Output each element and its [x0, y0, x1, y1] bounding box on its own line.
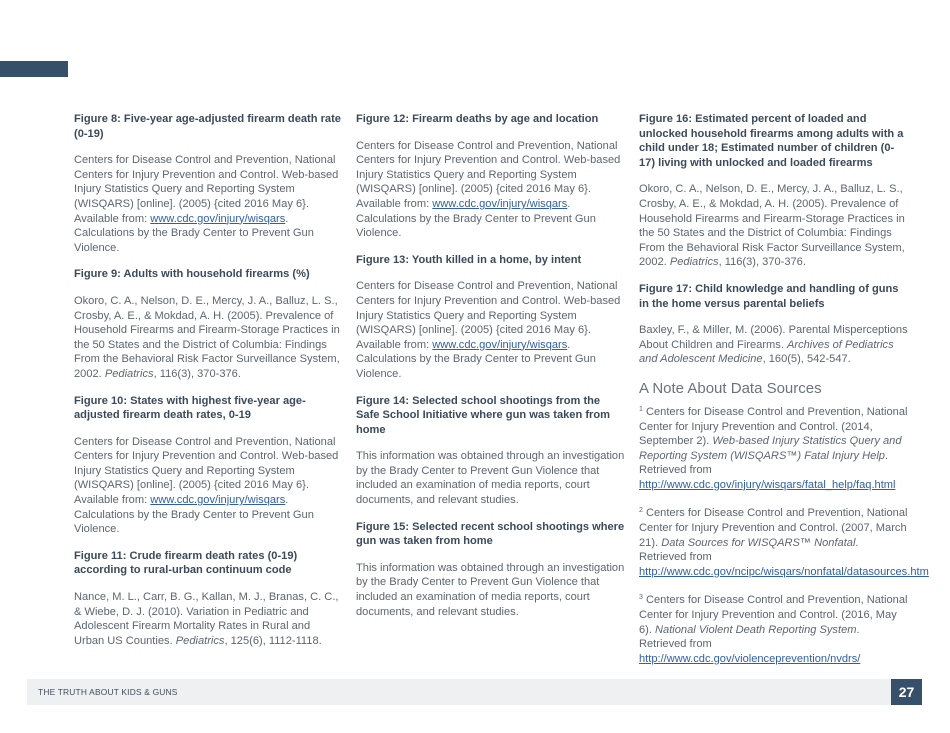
figure-source-entry — [356, 520, 626, 620]
figure-source-entry — [356, 394, 626, 508]
source-link[interactable]: www.cdc.gov/injury/wisqars — [432, 197, 568, 210]
figure-source-entry — [356, 253, 626, 382]
figure-title: Figure 17: Child knowledge and handling of guns in the home versus parental beliefs — [639, 282, 899, 310]
journal-title: Archives of Pediatrics and Adolescent Medicine — [639, 338, 894, 366]
figure-citation — [74, 294, 342, 382]
data-source-note — [639, 403, 909, 493]
citation-text: , 160(5), 542-547. — [762, 353, 851, 366]
source-link[interactable]: www.cdc.gov/injury/wisqars — [150, 212, 286, 225]
figure-source-entry — [639, 282, 909, 367]
citation-text: Centers for Disease Control and Prevention, National Centers for Injury Prevention and Control. Web-based Injury Statistics Query and Reporting System (WISQARS) [online]. (2005) {cited 2016 May 6}. Available from: — [74, 435, 339, 507]
figure-title: Figure 10: States with highest five-year age-adjusted firearm death rates, 0-19 — [74, 394, 306, 422]
figure-citation — [639, 323, 909, 367]
citation-text: Nance, M. L., Carr, B. G., Kallan, M. J., Branas, C. C., & Wiebe, D. J. (2010). Variation in Pediatric and Adolescent Firearm Mortality Rates in Rural and Urban US Counties. — [74, 591, 339, 647]
citation-text: . Retrieved from — [639, 449, 889, 477]
journal-title: Pediatrics — [104, 367, 154, 380]
citation-text: This information was obtained through an investigation by the Brady Center to Prevent Gun Violence that included an examination of media reports, court documents, and relevant studies. — [356, 561, 625, 618]
citation-text: Okoro, C. A., Nelson, D. E., Mercy, J. A., Balluz, L. S., Crosby, A. E., & Mokdad, A. H. (2005). Prevalence of Household Firearms and Firearm-Storage Practices in the 50 States and the District of Columbia: Findings From the Behavioral Risk Factor Surveillance System, 2002. — [74, 294, 340, 380]
source-link[interactable]: http://www.cdc.gov/ncipc/wisqars/nonfatal/datasources.htm — [639, 565, 929, 578]
citation-text: . Retrieved from — [639, 536, 859, 564]
figure-title: Figure 15: Selected recent school shootings where gun was taken from home — [356, 520, 625, 548]
journal-title: Data Sources for WISQARS™ Nonfatal — [661, 536, 856, 549]
column-2 — [356, 112, 626, 631]
figure-title: Figure 11: Crude firearm death rates (0-19) according to rural-urban continuum code — [74, 549, 298, 577]
figure-source-entry — [74, 394, 342, 537]
journal-title: Pediatrics — [175, 634, 225, 647]
figure-title: Figure 12: Firearm deaths by age and location — [356, 113, 599, 125]
journal-title: National Violent Death Reporting System — [655, 623, 857, 636]
journal-title: Pediatrics — [669, 256, 719, 269]
citation-text: . Calculations by the Brady Center to Prevent Gun Violence. — [356, 197, 596, 240]
data-source-note — [639, 591, 909, 666]
citation-text: Centers for Disease Control and Prevention, National Centers for Injury Prevention and Control. Web-based Injury Statistics Query and Reporting System (WISQARS) [online]. (2005) {cited 2016 May 6}. Available from: — [356, 280, 621, 351]
figure-title: Figure 14: Selected school shootings from the Safe School Initiative where gun was taken from home — [356, 394, 610, 436]
citation-text: Centers for Disease Control and Prevention, National Center for Injury Prevention and Control. (2014, September 2). — [639, 405, 908, 448]
figure-citation — [74, 153, 342, 255]
figure-source-entry — [356, 112, 626, 241]
journal-title: Web-based Injury Statistics Query and Reporting System (WISQARS™) Fatal Injury Help — [639, 435, 902, 462]
figure-citation — [639, 182, 909, 270]
source-link[interactable]: http://www.cdc.gov/injury/wisqars/fatal_help/faq.html — [639, 478, 896, 491]
footnote-number: 1 — [639, 405, 643, 413]
footnote-number: 2 — [639, 507, 643, 515]
column-3 — [639, 112, 929, 678]
citation-text: Okoro, C. A., Nelson, D. E., Mercy, J. A., Balluz, L. S., Crosby, A. E., & Mokdad, A. H. (2005). Prevalence of Household Firearms and Firearm-Storage Practices in the 50 States and the District of Columbia: Findings From the Behavioral Risk Factor Surveillance System, 2002. — [639, 183, 905, 269]
citation-text: Centers for Disease Control and Prevention, National Center for Injury Prevention and Control. (2016, May 6). — [639, 594, 908, 636]
source-link[interactable]: http://www.cdc.gov/violenceprevention/nvdrs/ — [639, 652, 861, 665]
figure-title: Figure 16: Estimated percent of loaded and unlocked household firearms among adults with a child under 18; Estimated number of children (0-17) living with unlocked and loaded firearms — [639, 113, 904, 169]
source-link[interactable]: www.cdc.gov/injury/wisqars — [432, 338, 568, 351]
figure-citation — [356, 279, 626, 381]
figure-citation — [356, 561, 626, 619]
citation-text: Centers for Disease Control and Prevention, National Center for Injury Prevention and Control. (2007, March 21). — [639, 507, 908, 549]
citation-text: . Retrieved from — [639, 623, 860, 651]
citation-text: . Calculations by the Brady Center to Prevent Gun Violence. — [74, 212, 314, 254]
page-number: 27 — [891, 679, 922, 705]
data-source-note — [639, 504, 929, 579]
citation-text: , 116(3), 370-376. — [153, 367, 241, 380]
data-sources-heading: A Note About Data Sources — [639, 379, 822, 397]
citation-text: Centers for Disease Control and Prevention, National Centers for Injury Prevention and Control. Web-based Injury Statistics Query and Reporting System (WISQARS) [online]. (2005) {cited 2016 May 6}. Available from: — [74, 154, 339, 225]
citation-text: . Calculations by the Brady Center to Prevent Gun Violence. — [74, 494, 314, 536]
figure-title: Figure 13: Youth killed in a home, by intent — [356, 253, 582, 266]
citation-text: Centers for Disease Control and Prevention, National Centers for Injury Prevention and Control. Web-based Injury Statistics Query and Reporting System (WISQARS) [online]. (2005) {cited 2016 May 6}. Available from: — [356, 139, 621, 210]
data-sources-notes — [639, 403, 929, 667]
column-1 — [74, 112, 342, 660]
citation-text: Baxley, F., & Miller, M. (2006). Parental Misperceptions About Children and Firearms. — [639, 324, 908, 351]
figure-citation — [74, 590, 342, 648]
footnote-number: 3 — [639, 594, 643, 602]
figure-title: Figure 9: Adults with household firearms (%) — [74, 268, 310, 281]
footer-title: THE TRUTH ABOUT KIDS & GUNS — [38, 687, 178, 697]
citation-text: This information was obtained through an investigation by the Brady Center to Prevent Gun Violence that included an examination of media reports, court documents, and relevant studies. — [356, 450, 625, 507]
figure-citation — [356, 139, 626, 241]
figure-source-entry — [74, 112, 342, 255]
citation-text: , 116(3), 370-376. — [718, 256, 806, 269]
figure-entries — [639, 112, 909, 367]
figure-source-entry — [639, 112, 909, 270]
source-link[interactable]: www.cdc.gov/injury/wisqars — [150, 494, 286, 507]
footer — [27, 679, 891, 705]
figure-source-entry — [74, 267, 342, 381]
citation-text: , 125(6), 1112-1118. — [224, 634, 322, 647]
figure-citation — [74, 435, 342, 537]
citation-text: . Calculations by the Brady Center to Prevent Gun Violence. — [356, 338, 596, 380]
figure-citation — [356, 449, 626, 507]
figure-title: Figure 8: Five-year age-adjusted firearm death rate (0-19) — [74, 113, 341, 140]
figure-source-entry — [74, 549, 342, 649]
header-accent-bar — [0, 61, 68, 77]
